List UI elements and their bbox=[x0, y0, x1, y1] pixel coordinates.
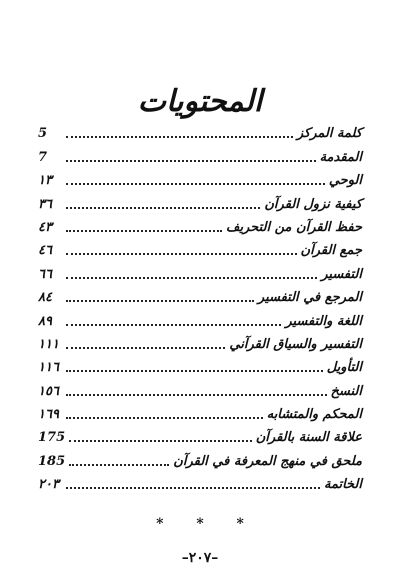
toc-entry-page-number: 5 bbox=[38, 126, 48, 142]
toc-entry-title: حفظ القرآن من التحريف bbox=[225, 219, 362, 235]
dot-leader bbox=[66, 324, 281, 326]
toc-entry-title: المرجع في التفسير bbox=[257, 290, 362, 306]
toc-entry-page-number: 175 bbox=[38, 430, 66, 446]
toc-entry bbox=[38, 446, 362, 469]
toc-entry-page-number: 185 bbox=[38, 453, 66, 469]
toc-entry bbox=[38, 142, 362, 165]
dot-leader bbox=[66, 417, 263, 419]
toc-entry-title: اللغة والتفسير bbox=[285, 313, 362, 329]
toc-entry bbox=[38, 376, 362, 399]
toc-entry-title: التفسير والسياق القرآني bbox=[229, 336, 362, 352]
page-title: المحتويات bbox=[137, 84, 263, 119]
toc-entry-page-number: ٢٠٣ bbox=[38, 477, 59, 493]
toc-entry bbox=[38, 213, 362, 236]
toc-entry-page-number: ٨٤ bbox=[38, 290, 52, 306]
dot-leader bbox=[66, 253, 297, 255]
toc-entry-title: كلمة المركز bbox=[296, 126, 362, 142]
toc-entry-page-number: ٣٦ bbox=[38, 196, 52, 212]
toc-entry-page-number: 7 bbox=[38, 149, 48, 165]
section-separator: * * * bbox=[156, 516, 258, 532]
page-number: –٢٠٧– bbox=[181, 550, 219, 566]
toc-entry bbox=[38, 119, 362, 142]
toc-entry-title: التفسير bbox=[321, 266, 362, 282]
toc-entry bbox=[38, 306, 362, 329]
toc-entry-page-number: ٨٩ bbox=[38, 313, 52, 329]
toc-entry bbox=[38, 423, 362, 446]
dot-leader bbox=[66, 183, 325, 185]
toc-entry-page-number: ١١٦ bbox=[38, 360, 59, 376]
toc-entry bbox=[38, 470, 362, 493]
toc-entry bbox=[38, 236, 362, 259]
toc-entry-title: التأويل bbox=[326, 360, 362, 376]
toc-entry-title: ملحق في منهج المعرفة في القرآن bbox=[173, 453, 362, 469]
toc-entry-title: المقدمة bbox=[319, 149, 362, 165]
toc-entry-page-number: ٦٦ bbox=[38, 266, 52, 282]
dot-leader bbox=[66, 230, 222, 232]
dot-leader bbox=[69, 464, 169, 466]
dot-leader bbox=[66, 370, 323, 372]
toc-entry bbox=[38, 400, 362, 423]
toc-entry-page-number: ١٥٦ bbox=[38, 383, 59, 399]
dot-leader bbox=[66, 207, 260, 209]
toc-entry-title: الخاتمة bbox=[323, 477, 362, 493]
toc-entry-title: الوحي bbox=[328, 173, 362, 189]
dot-leader bbox=[66, 160, 316, 162]
table-of-contents bbox=[38, 119, 362, 493]
toc-entry-title: علاقة السنة بالقرآن bbox=[255, 430, 362, 446]
toc-entry-title: النسخ bbox=[330, 383, 362, 399]
toc-entry-title: جمع القرآن bbox=[300, 243, 362, 259]
dot-leader bbox=[69, 440, 252, 442]
dot-leader bbox=[66, 136, 293, 138]
dot-leader bbox=[66, 487, 320, 489]
toc-entry bbox=[38, 283, 362, 306]
dot-leader bbox=[66, 300, 254, 302]
toc-entry bbox=[38, 330, 362, 353]
dot-leader bbox=[66, 277, 317, 279]
toc-entry-page-number: ٤٣ bbox=[38, 219, 52, 235]
toc-entry bbox=[38, 353, 362, 376]
dot-leader bbox=[66, 394, 327, 396]
toc-entry bbox=[38, 166, 362, 189]
toc-entry-title: كيفية نزول القرآن bbox=[264, 196, 362, 212]
toc-entry bbox=[38, 259, 362, 282]
dot-leader bbox=[66, 347, 225, 349]
toc-entry-page-number: ١٣ bbox=[38, 173, 52, 189]
toc-entry-page-number: ١١١ bbox=[38, 336, 59, 352]
toc-entry bbox=[38, 189, 362, 212]
toc-entry-page-number: ٤٦ bbox=[38, 243, 52, 259]
toc-entry-page-number: ١٦٩ bbox=[38, 407, 59, 423]
toc-entry-title: المحكم والمتشابه bbox=[266, 407, 362, 423]
